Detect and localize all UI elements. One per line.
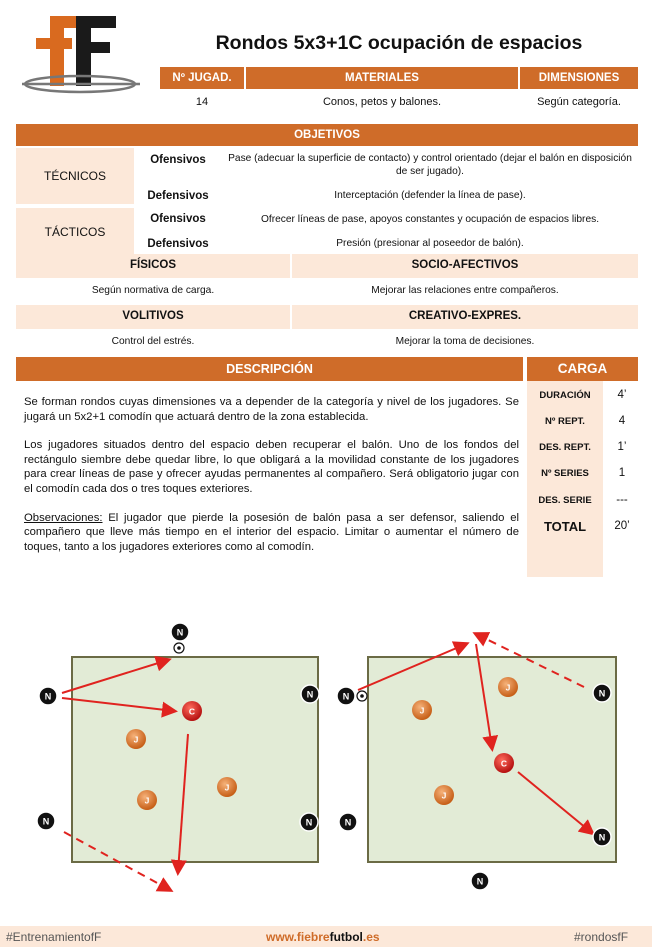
outside-player-n bbox=[471, 872, 489, 890]
carga-value: 1 bbox=[618, 467, 626, 479]
field-right bbox=[368, 657, 616, 862]
tecnicos-label: TÉCNICOS bbox=[16, 148, 134, 204]
descripcion-paragraph-2: Los jugadores situados dentro del espacio deben recuperar el balón. Uno de los fondos del rectángulo siembre debe quedar libre, lo que obligará a la movilidad constante de los jugadores para crear líneas de pase y ofrecer ayudas permanentes al compañero. Será obligatorio jugar con el comodín cada dos o tres toques exteriores. bbox=[24, 439, 519, 495]
svg-text:J: J bbox=[505, 682, 511, 693]
carga-row-series bbox=[527, 464, 637, 484]
footer-website-link[interactable] bbox=[266, 930, 380, 944]
objetivos-header: OBJETIVOS bbox=[16, 124, 638, 146]
footer-hashtag-left: #EntrenamientofF bbox=[6, 930, 102, 944]
defender-player-j bbox=[126, 729, 146, 749]
tecnicos-defensivos-text: Interceptación (defender la línea de pase). bbox=[334, 190, 526, 201]
carga-value: 20’ bbox=[614, 520, 630, 532]
fisicos-text: Según normativa de carga. bbox=[91, 285, 215, 296]
carga-label: TOTAL bbox=[543, 519, 587, 534]
outside-player-n bbox=[593, 828, 611, 846]
footer-hashtag-right: #rondosfF bbox=[574, 930, 629, 944]
tacticos-ofensivos-text: Ofrecer líneas de pase, apoyos constantes y ocupación de espacios libres. bbox=[260, 214, 600, 225]
svg-text:N: N bbox=[42, 816, 50, 827]
volitivos-label: VOLITIVOS bbox=[16, 305, 290, 329]
svg-text:J: J bbox=[419, 705, 425, 716]
tecnicos-ofensivos-text: Pase (adecuar la superficie de contacto) y control orientado (dejar el balón en disposición de ser jugado). bbox=[228, 153, 632, 177]
socio-afectivos-label: SOCIO-AFECTIVOS bbox=[292, 254, 638, 278]
svg-text:J: J bbox=[224, 782, 230, 793]
outside-player-n bbox=[593, 684, 611, 702]
carga-value: 4 bbox=[618, 415, 626, 427]
carga-row-total bbox=[527, 517, 637, 537]
outside-player-n bbox=[39, 687, 57, 705]
carga-label: DES. SERIE bbox=[538, 495, 592, 506]
defender-player-j bbox=[498, 677, 518, 697]
carga-label: DES. REPT. bbox=[539, 442, 591, 453]
carga-value: 4’ bbox=[617, 389, 627, 401]
ball-icon bbox=[357, 691, 367, 701]
svg-text:N: N bbox=[44, 691, 52, 702]
outside-player-n bbox=[37, 812, 55, 830]
value-jugadores: 14 bbox=[195, 96, 209, 108]
field-left bbox=[72, 657, 318, 862]
svg-text:N: N bbox=[306, 689, 314, 700]
page-title: Rondos 5x3+1C ocupación de espacios bbox=[215, 32, 583, 54]
value-materiales: Conos, petos y balones. bbox=[322, 96, 442, 108]
defender-player-j bbox=[412, 700, 432, 720]
tecnicos-ofensivos-label: Ofensivos bbox=[136, 148, 220, 180]
carga-row-descanso-repeticion bbox=[527, 438, 637, 458]
svg-text:J: J bbox=[441, 790, 447, 801]
descripcion-paragraph-3 bbox=[24, 511, 519, 555]
volitivos-text: Control del estrés. bbox=[111, 336, 195, 347]
svg-text:N: N bbox=[176, 627, 184, 638]
descripcion-paragraph-1: Se forman rondos cuyas dimensiones va a depender de la categoría y nivel de los jugadores. Se jugará un 5x2+1 comodín que actuará dentro de la zona establecida. bbox=[24, 396, 519, 423]
defender-player-j bbox=[137, 790, 157, 810]
col-header-dimensiones: DIMENSIONES bbox=[520, 67, 638, 89]
comodin-player-c bbox=[494, 753, 514, 773]
tacticos-label: TÁCTICOS bbox=[16, 208, 134, 254]
col-header-jugadores: Nº JUGAD. bbox=[160, 67, 244, 89]
creativo-text: Mejorar la toma de decisiones. bbox=[395, 336, 535, 347]
defender-player-j bbox=[434, 785, 454, 805]
svg-text:J: J bbox=[133, 734, 139, 745]
observaciones-text: El jugador que pierde la posesión de balón pasa a ser defensor, saliendo el compañero que lleve más tiempo en el interior del espacio. Limitar o aumentar el número de toques, tanto a los jugadores exteriores como al comodín. bbox=[24, 511, 519, 553]
tacticos-defensivos-text: Presión (presionar al poseedor de balón). bbox=[336, 238, 524, 249]
carga-header: CARGA bbox=[527, 357, 638, 381]
carga-label: Nº SERIES bbox=[541, 468, 589, 479]
ball-icon bbox=[174, 643, 184, 653]
comodin-player-c bbox=[182, 701, 202, 721]
descripcion-header: DESCRIPCIÓN bbox=[16, 357, 523, 381]
svg-text:N: N bbox=[476, 876, 484, 887]
tacticos-ofensivos-label: Ofensivos bbox=[136, 208, 220, 230]
carga-label: DURACIÓN bbox=[539, 390, 591, 401]
descripcion-body bbox=[24, 395, 519, 568]
value-dimensiones: Según categoría. bbox=[537, 96, 621, 108]
fisicos-label: FÍSICOS bbox=[16, 254, 290, 278]
svg-text:C: C bbox=[188, 706, 196, 717]
svg-text:N: N bbox=[598, 832, 606, 843]
svg-text:N: N bbox=[342, 691, 350, 702]
exercise-diagram bbox=[0, 600, 652, 920]
carga-row-descanso-serie bbox=[527, 491, 637, 511]
svg-text:C: C bbox=[500, 758, 508, 769]
footer-website-bold: futbol bbox=[329, 930, 363, 944]
carga-label: Nº REPT. bbox=[545, 416, 585, 427]
carga-value: --- bbox=[616, 494, 628, 506]
col-header-materiales: MATERIALES bbox=[246, 67, 518, 89]
tacticos-defensivos-label: Defensivos bbox=[136, 232, 220, 254]
svg-text:N: N bbox=[598, 688, 606, 699]
carga-row-duracion bbox=[527, 386, 637, 406]
carga-value: 1’ bbox=[617, 441, 627, 453]
footer-website-suffix: .es bbox=[362, 930, 380, 944]
footer-website-prefix: www.fiebre bbox=[266, 930, 330, 944]
observaciones-label: Observaciones: bbox=[24, 511, 103, 524]
socio-afectivos-text: Mejorar las relaciones entre compañeros. bbox=[371, 285, 559, 296]
svg-text:N: N bbox=[305, 817, 313, 828]
outside-player-n bbox=[171, 623, 189, 641]
carga-row-repeticiones bbox=[527, 412, 637, 432]
fiebrefutbol-logo bbox=[22, 12, 140, 98]
defender-player-j bbox=[217, 777, 237, 797]
outside-player-n bbox=[339, 813, 357, 831]
footer bbox=[0, 926, 652, 947]
svg-text:N: N bbox=[344, 817, 352, 828]
outside-player-n bbox=[337, 687, 355, 705]
outside-player-n bbox=[301, 685, 319, 703]
svg-text:J: J bbox=[144, 795, 150, 806]
outside-player-n bbox=[300, 813, 318, 831]
tecnicos-defensivos-label: Defensivos bbox=[136, 184, 220, 206]
creativo-label: CREATIVO-EXPRES. bbox=[292, 305, 638, 329]
